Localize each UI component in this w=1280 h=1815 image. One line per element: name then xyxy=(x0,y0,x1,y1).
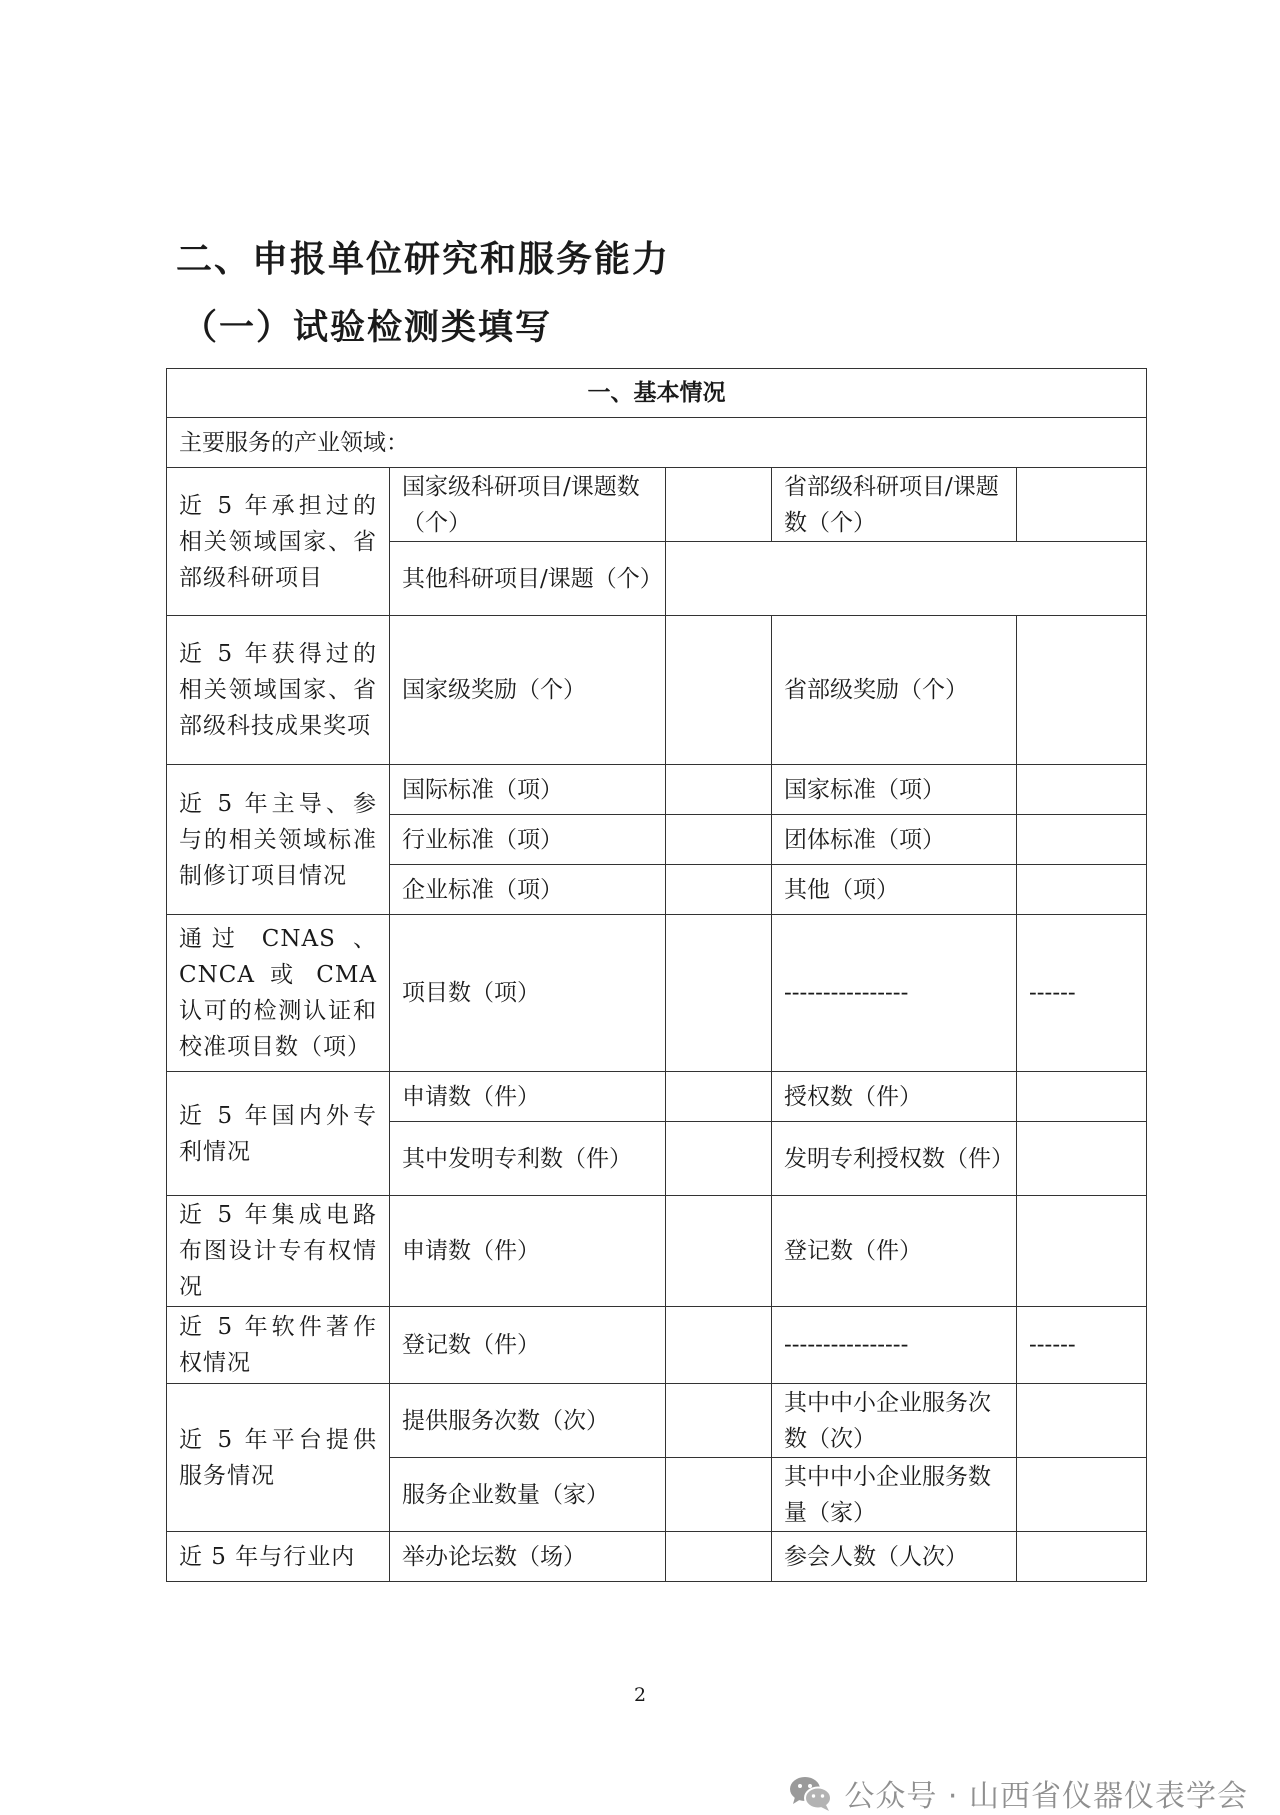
other-standards-label: 其他（项） xyxy=(772,865,1017,915)
software-dash-short: ------ xyxy=(1017,1307,1147,1384)
watermark xyxy=(788,1773,1248,1813)
certification-items-input[interactable] xyxy=(666,915,772,1072)
patent-granted-input[interactable] xyxy=(1017,1072,1147,1122)
patents-label: 近 5 年国内外专利情况 xyxy=(167,1072,390,1196)
enterprise-standards-input[interactable] xyxy=(666,865,772,915)
provincial-awards-input[interactable] xyxy=(1017,616,1147,765)
participants-label: 参会人数（人次） xyxy=(772,1532,1017,1582)
table-header: 一、基本情况 xyxy=(167,369,1147,418)
sme-count-label: 其中中小企业服务数量（家） xyxy=(772,1458,1017,1532)
patent-applications-input[interactable] xyxy=(666,1072,772,1122)
service-times-input[interactable] xyxy=(666,1384,772,1458)
other-projects-input[interactable] xyxy=(666,542,1147,616)
service-times-label: 提供服务次数（次） xyxy=(390,1384,666,1458)
provincial-projects-label: 省部级科研项目/课题数（个） xyxy=(772,468,1017,542)
national-projects-input[interactable] xyxy=(666,468,772,542)
international-standards-input[interactable] xyxy=(666,765,772,815)
patent-applications-label: 申请数（件） xyxy=(390,1072,666,1122)
industry-standards-input[interactable] xyxy=(666,815,772,865)
software-label: 近 5 年软件著作权情况 xyxy=(167,1307,390,1384)
wechat-icon xyxy=(788,1773,834,1813)
invention-applications-label: 其中发明专利数（件） xyxy=(390,1122,666,1196)
national-awards-input[interactable] xyxy=(666,616,772,765)
industry-standards-label: 行业标准（项） xyxy=(390,815,666,865)
section-heading: 二、申报单位研究和服务能力 xyxy=(176,239,671,280)
software-dash-long: ---------------- xyxy=(772,1307,1017,1384)
ic-registrations-label: 登记数（件） xyxy=(772,1196,1017,1307)
invention-applications-input[interactable] xyxy=(666,1122,772,1196)
group-standards-label: 团体标准（项） xyxy=(772,815,1017,865)
sme-count-input[interactable] xyxy=(1017,1458,1147,1532)
participants-input[interactable] xyxy=(1017,1532,1147,1582)
basic-info-table xyxy=(166,368,1147,1582)
industry-field-cell[interactable]: 主要服务的产业领域： xyxy=(167,418,1147,468)
sme-service-times-input[interactable] xyxy=(1017,1384,1147,1458)
national-standards-input[interactable] xyxy=(1017,765,1147,815)
national-standards-label: 国家标准（项） xyxy=(772,765,1017,815)
certification-dash-short: ------ xyxy=(1017,915,1147,1072)
provincial-awards-label: 省部级奖励（个） xyxy=(772,616,1017,765)
ic-applications-label: 申请数（件） xyxy=(390,1196,666,1307)
service-enterprises-input[interactable] xyxy=(666,1458,772,1532)
certification-items-label: 项目数（项） xyxy=(390,915,666,1072)
forums-held-label: 举办论坛数（场） xyxy=(390,1532,666,1582)
other-projects-label: 其他科研项目/课题（个） xyxy=(390,542,666,616)
ic-applications-input[interactable] xyxy=(666,1196,772,1307)
national-awards-label: 国家级奖励（个） xyxy=(390,616,666,765)
projects-label: 近 5 年承担过的相关领域国家、省部级科研项目 xyxy=(167,468,390,616)
subsection-heading: （一）试验检测类填写 xyxy=(182,308,553,348)
service-enterprises-label: 服务企业数量（家） xyxy=(390,1458,666,1532)
invention-granted-input[interactable] xyxy=(1017,1122,1147,1196)
awards-label: 近 5 年获得过的相关领域国家、省部级科技成果奖项 xyxy=(167,616,390,765)
forums-label: 近 5 年与行业内 xyxy=(167,1532,390,1582)
certification-dash-long: ---------------- xyxy=(772,915,1017,1072)
software-registrations-label: 登记数（件） xyxy=(390,1307,666,1384)
software-registrations-input[interactable] xyxy=(666,1307,772,1384)
page-number: 2 xyxy=(633,1684,647,1706)
group-standards-input[interactable] xyxy=(1017,815,1147,865)
international-standards-label: 国际标准（项） xyxy=(390,765,666,815)
national-projects-label: 国家级科研项目/课题数（个） xyxy=(390,468,666,542)
certification-label: 通过 CNAS 、CNCA 或 CMA 认可的检测认证和校准项目数（项） xyxy=(167,915,390,1072)
forums-held-input[interactable] xyxy=(666,1532,772,1582)
enterprise-standards-label: 企业标准（项） xyxy=(390,865,666,915)
ic-registrations-input[interactable] xyxy=(1017,1196,1147,1307)
platform-label: 近 5 年平台提供服务情况 xyxy=(167,1384,390,1532)
other-standards-input[interactable] xyxy=(1017,865,1147,915)
patent-granted-label: 授权数（件） xyxy=(772,1072,1017,1122)
provincial-projects-input[interactable] xyxy=(1017,468,1147,542)
watermark-text: 公众号 · 山西省仪器仪表学会 xyxy=(844,1779,1248,1814)
standards-label: 近 5 年主导、参与的相关领域标准制修订项目情况 xyxy=(167,765,390,915)
invention-granted-label: 发明专利授权数（件） xyxy=(772,1122,1017,1196)
ic-layout-label: 近 5 年集成电路布图设计专有权情况 xyxy=(167,1196,390,1307)
sme-service-times-label: 其中中小企业服务次数（次） xyxy=(772,1384,1017,1458)
